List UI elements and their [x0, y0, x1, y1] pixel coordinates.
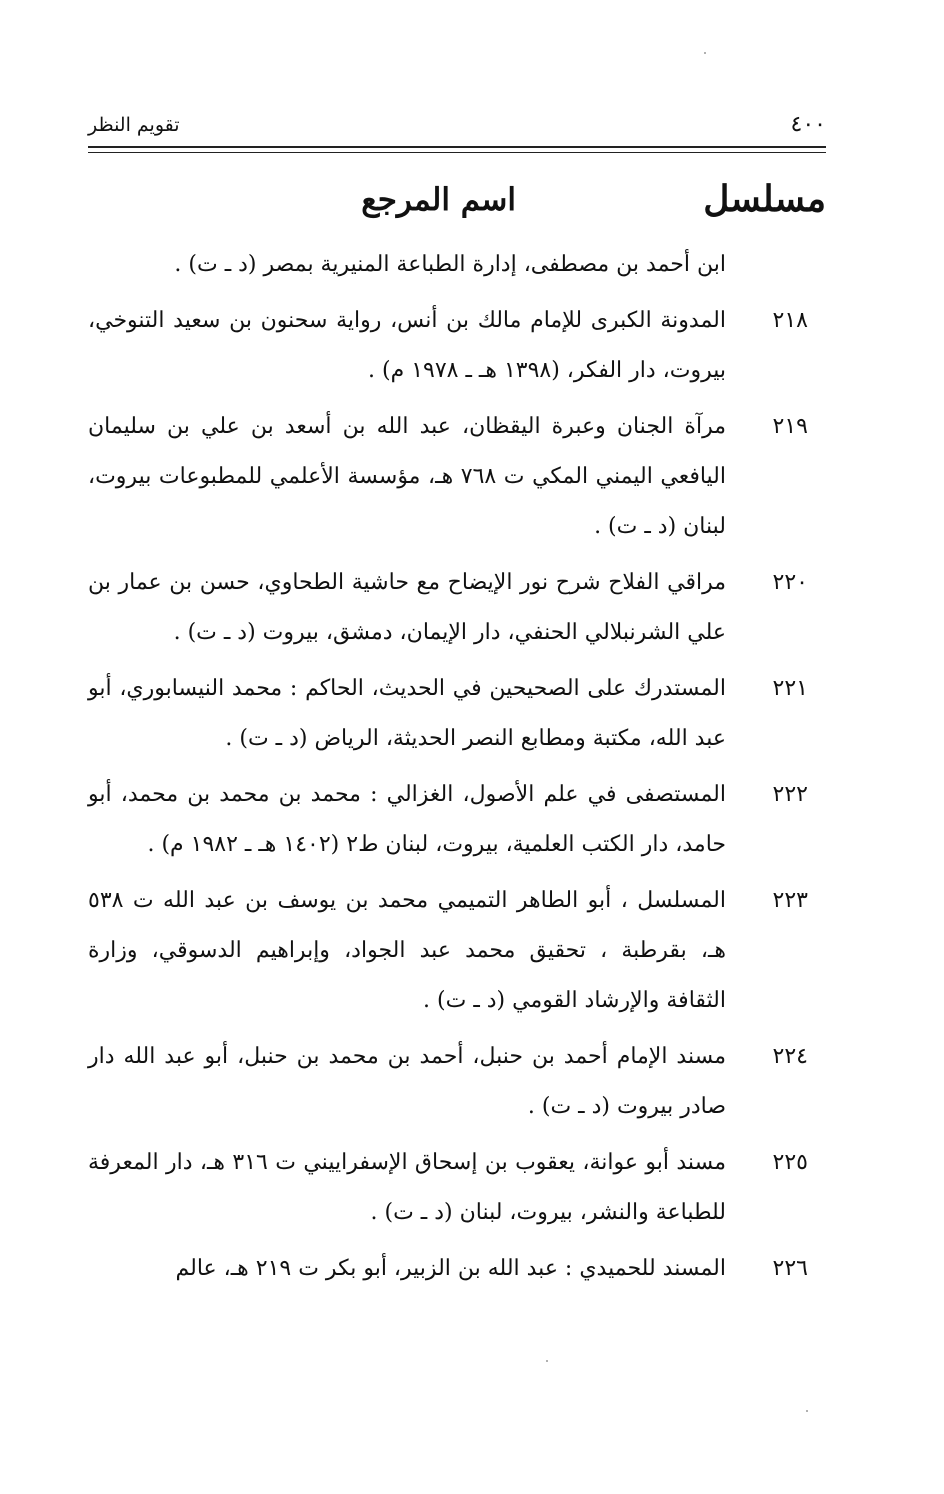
entry-number: ٢١٩	[772, 414, 808, 439]
column-headings	[88, 178, 826, 228]
reference-entry	[88, 770, 826, 870]
entry-number: ٢٢٥	[772, 1150, 808, 1175]
header-rule-thick	[88, 146, 826, 148]
reference-entry	[88, 1032, 826, 1132]
reference-entry	[88, 1244, 826, 1294]
entry-text: مراقي الفلاح شرح نور الإيضاح مع حاشية الطحاوي، حسن بن عمار بن علي الشرنبلالي الحنفي، دار الإيمان، دمشق، بيروت (د ـ ت) .	[88, 570, 726, 645]
running-header	[88, 112, 826, 142]
continuation-text: ابن أحمد بن مصطفى، إدارة الطباعة المنيرية بمصر (د ـ ت) .	[174, 252, 726, 277]
entry-number: ٢٢٤	[772, 1044, 808, 1069]
reference-column-heading: اسم المرجع	[361, 182, 516, 218]
reference-entry	[88, 558, 826, 658]
scan-speck	[546, 1360, 548, 1362]
entry-text: المستصفى في علم الأصول، الغزالي : محمد بن محمد بن محمد، أبو حامد، دار الكتب العلمية، بيروت، لبنان ط٢ (١٤٠٢ هـ ـ ١٩٨٢ م) .	[88, 782, 726, 857]
entry-text: مرآة الجنان وعبرة اليقظان، عبد الله بن أسعد بن علي بن سليمان اليافعي اليمني المكي ت ٧٦٨ هـ، مؤسسة الأعلمي للمطبوعات بيروت، لبنان (د ـ ت) .	[88, 414, 727, 539]
entry-text: المسلسل ، أبو الطاهر التميمي محمد بن يوسف بن عبد الله ت ٥٣٨ هـ، بقرطبة ، تحقيق محمد عبد الجواد، وإبراهيم الدسوقي، وزارة الثقافة والإرشاد القومي (د ـ ت) .	[88, 888, 726, 1013]
entry-text: مسند أبو عوانة، يعقوب بن إسحاق الإسفراييني ت ٣١٦ هـ، دار المعرفة للطباعة والنشر، بيروت، لبنان (د ـ ت) .	[88, 1150, 726, 1225]
reference-entry	[88, 664, 826, 764]
book-title: تقويم النظر	[88, 114, 180, 136]
entry-number: ٢٢٦	[772, 1256, 808, 1281]
serial-column-heading: مسلسل	[703, 178, 826, 220]
entry-text: المستدرك على الصحيحين في الحديث، الحاكم : محمد النيسابوري، أبو عبد الله، مكتبة ومطابع النصر الحديثة، الرياض (د ـ ت) .	[88, 676, 726, 751]
entry-number: ٢٢٣	[772, 888, 808, 913]
entry-text: المدونة الكبرى للإمام مالك بن أنس، رواية سحنون بن سعيد التنوخي، بيروت، دار الفكر، (١٣٩٨ هـ ـ ١٩٧٨ م) .	[88, 308, 726, 383]
page-number: ٤٠٠	[790, 112, 826, 137]
entry-text: المسند للحميدي : عبد الله بن الزبير، أبو بكر ت ٢١٩ هـ، عالم	[175, 1256, 726, 1281]
reference-entry	[88, 1138, 826, 1238]
reference-entry	[88, 296, 826, 396]
continuation-entry	[88, 240, 826, 290]
entry-number: ٢١٨	[772, 308, 808, 333]
scan-speck	[806, 1410, 808, 1412]
entry-text: مسند الإمام أحمد بن حنبل، أحمد بن محمد بن حنبل، أبو عبد الله دار صادر بيروت (د ـ ت) .	[88, 1044, 726, 1119]
entry-number: ٢٢٢	[772, 782, 808, 807]
scan-speck	[704, 52, 706, 54]
entry-number: ٢٢١	[772, 676, 808, 701]
reference-entry	[88, 876, 826, 1026]
references-list	[88, 240, 826, 1300]
entry-number: ٢٢٠	[772, 570, 808, 595]
header-rule-thin	[88, 152, 826, 153]
reference-entry	[88, 402, 826, 552]
